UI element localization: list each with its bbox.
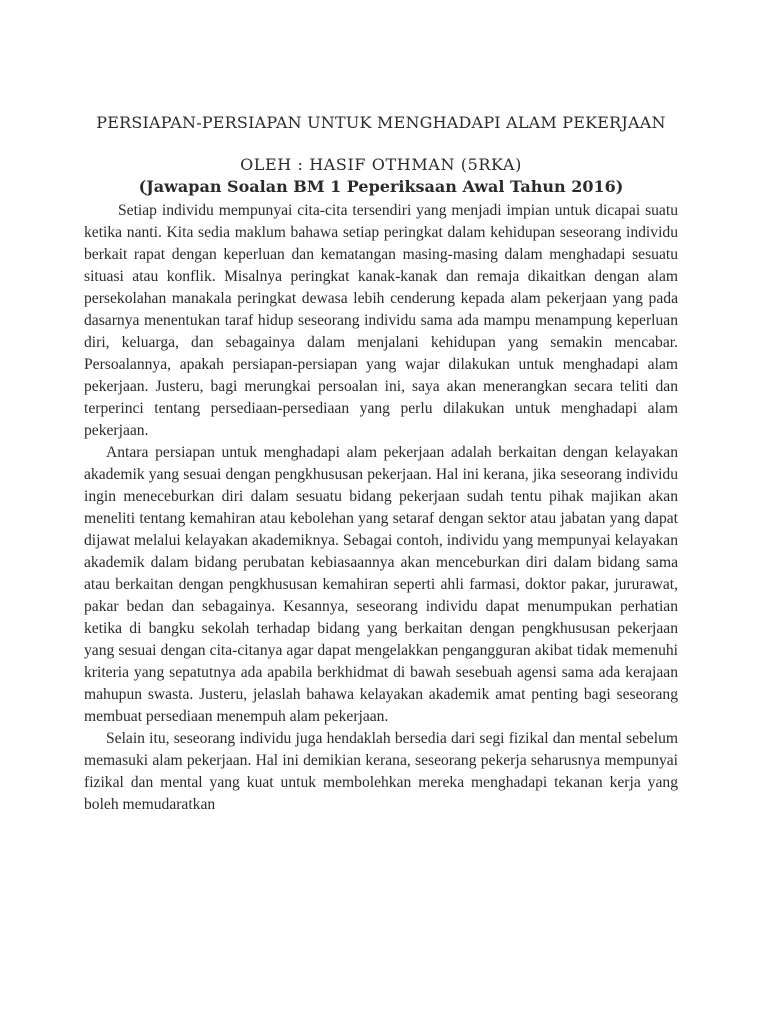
- paragraph-physical-mental-readiness: Selain itu, seseorang individu juga hendaklah bersedia dari segi fizikal dan mental sebelum memasuki alam pekerjaan. Hal ini demikian kerana, seseorang pekerja seharusnya mempunyai fizikal dan mental yang kuat untuk membolehkan mereka menghadapi tekanan kerja yang boleh memudaratkan: [84, 730, 678, 813]
- paragraph-introduction: Setiap individu mempunyai cita-cita tersendiri yang menjadi impian untuk dicapai suatu ketika nanti. Kita sedia maklum bahawa setiap peringkat dalam kehidupan seseorang individu berkait rapat dengan keperluan dan kematangan masing-masing dalam menghadapi sesuatu situasi atau konflik. Misalnya peringkat kanak-kanak dan remaja dikaitkan dengan alam persekolahan manakala peringkat dewasa lebih cenderung kepada alam pekerjaan yang pada dasarnya menentukan taraf hidup seseorang individu sama ada mampu menampung keperluan diri, keluarga, dan sebagainya dalam menjalani kehidupan yang semakin mencabar. Persoalannya, apakah persiapan-persiapan yang wajar dilakukan untuk menghadapi alam pekerjaan. Justeru, bagi merungkai persoalan ini, saya akan menerangkan secara teliti dan terperinci tentang persediaan-persediaan yang perlu dilakukan untuk menghadapi alam pekerjaan.: [84, 202, 678, 439]
- document-page: [84, 112, 678, 816]
- document-subtitle: (Jawapan Soalan BM 1 Peperiksaan Awal Tahun 2016): [138, 177, 624, 196]
- document-body: [84, 200, 678, 816]
- document-author: OLEH : HASIF OTHMAN (5RKA): [240, 155, 522, 174]
- paragraph-academic-qualification: Antara persiapan untuk menghadapi alam pekerjaan adalah berkaitan dengan kelayakan akademik yang sesuai dengan pengkhususan pekerjaan. Hal ini kerana, jika seseorang individu ingin meneceburkan diri dalam sesuatu bidang pekerjaan sudah tentu pihak majikan akan meneliti tentang kemahiran atau kebolehan yang setaraf dengan sektor atau jabatan yang dapat dijawat melalui kelayakan akademiknya. Sebagai contoh, individu yang mempunyai kelayakan akademik dalam bidang perubatan kebiasaannya akan menceburkan diri dalam bidang sama atau berkaitan dengan pengkhususan kemahiran seperti ahli farmasi, doktor pakar, jururawat, pakar bedan dan sebagainya. Kesannya, seseorang individu dapat menumpukan perhatian ketika di bangku sekolah terhadap bidang yang berkaitan dengan pengkhususan pekerjaan yang sesuai dengan cita-citanya agar dapat mengelakkan pengangguran akibat tidak memenuhi kriteria yang sepatutnya ada apabila berkhidmat di bawah sesebuah agensi sama ada kerajaan mahupun swasta. Justeru, jelaslah bahawa kelayakan akademik amat penting bagi seseorang membuat persediaan menempuh alam pekerjaan.: [84, 444, 678, 725]
- document-title: PERSIAPAN-PERSIAPAN UNTUK MENGHADAPI ALAM PEKERJAAN: [96, 113, 666, 132]
